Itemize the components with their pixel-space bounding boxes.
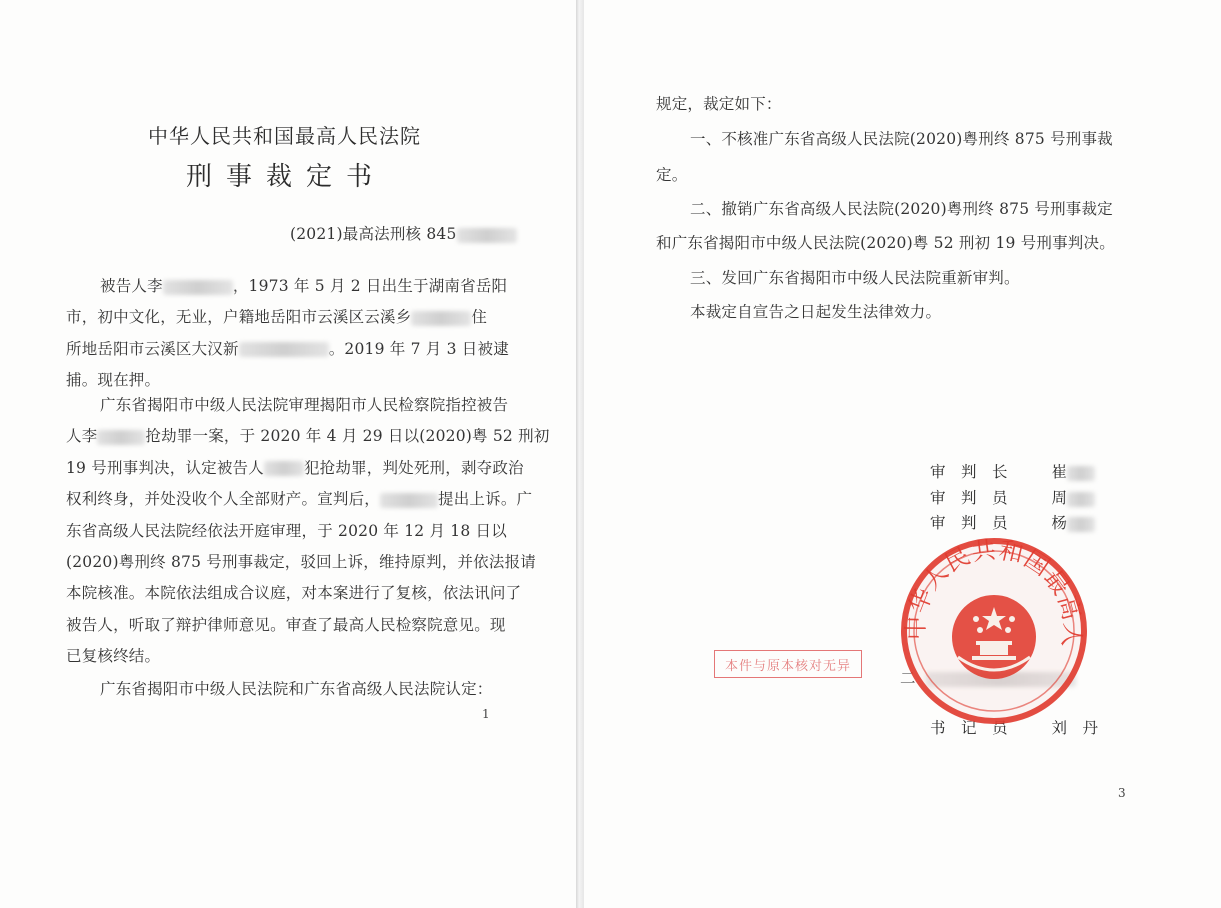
body-text: 。2019 年 7 月 3 日被逮 — [328, 339, 509, 358]
body-line — [100, 393, 508, 415]
clerk-name: 刘 丹 — [1051, 719, 1099, 737]
copy-verified-stamp: 本件与原本核对无异 — [714, 650, 862, 678]
body-line — [66, 644, 160, 666]
body-text: 权利终身，并处没收个人全部财产。宣判后， — [66, 490, 381, 509]
body-text: 市，初中文化，无业，户籍地岳阳市云溪区云溪乡 — [66, 308, 412, 327]
judge-name: 崔 — [1051, 463, 1068, 481]
body-text: 19 号刑事判决，认定被告人 — [66, 458, 264, 477]
judge-role: 审 判 长 — [930, 463, 1008, 481]
body-line — [66, 424, 550, 446]
page-number-left: 1 — [482, 707, 490, 721]
body-line — [66, 519, 507, 541]
body-line — [66, 613, 506, 635]
body-line — [66, 550, 536, 572]
body-text: 人李 — [66, 427, 98, 446]
case-number — [290, 222, 517, 244]
court-seal-graphic — [896, 533, 1092, 729]
judge-role: 审 判 员 — [930, 489, 1008, 507]
judge-name: 杨 — [1051, 514, 1068, 532]
court-name: 中华人民共和国最高人民法院 — [148, 124, 421, 148]
body-line — [100, 274, 507, 296]
clerk-role: 书 记 员 — [930, 719, 1008, 737]
body-text: 捕。现在押。 — [66, 371, 161, 390]
body-text: (2020)粤刑终 875 号刑事裁定，驳回上诉，维持原判，并依法报请 — [66, 553, 536, 571]
body-text: 住 — [471, 308, 488, 327]
left-page — [0, 0, 578, 908]
judge-name: 周 — [1051, 489, 1068, 507]
body-text: 提出上诉。广 — [438, 490, 533, 509]
ruling-line: 规定，裁定如下： — [656, 95, 782, 113]
ruling-line: 和广东省揭阳市中级人民法院(2020)粤 52 刑初 19 号刑事判决。 — [656, 234, 1115, 252]
redacted-block — [1067, 492, 1095, 507]
case-number-text: (2021)最高法刑核 845 — [290, 225, 457, 243]
redacted-block — [239, 342, 329, 357]
signature-row — [930, 511, 1095, 533]
signature-row — [930, 460, 1095, 482]
body-line — [66, 368, 160, 390]
court-seal — [896, 533, 1092, 729]
redacted-block — [411, 311, 471, 326]
redacted-block — [1067, 517, 1095, 532]
body-line — [66, 337, 509, 359]
body-text: 犯抢劫罪，判处死刑，剥夺政治 — [303, 458, 524, 477]
ruling-line: 定。 — [656, 166, 688, 184]
redacted-block — [1067, 466, 1095, 481]
date-prefix: 二 — [900, 669, 916, 687]
ruling-line: 二、撤销广东省高级人民法院(2020)粤刑终 875 号刑事裁定 — [690, 200, 1113, 218]
body-text: ，1973 年 5 月 2 日出生于湖南省岳阳 — [232, 277, 508, 295]
signature-row — [930, 486, 1095, 508]
judge-role: 审 判 员 — [930, 514, 1008, 532]
ruling-line: 一、不核准广东省高级人民法院(2020)粤刑终 875 号刑事裁 — [690, 130, 1113, 148]
body-text: 广东省揭阳市中级人民法院和广东省高级人民法院认定： — [100, 680, 493, 698]
body-line — [66, 456, 524, 478]
page-gutter — [576, 0, 584, 908]
right-page — [584, 0, 1221, 908]
body-text: 被告人李 — [100, 277, 163, 295]
redacted-block — [163, 280, 233, 295]
redacted-block — [97, 430, 145, 445]
body-text: 被告人，听取了辩护律师意见。审查了最高人民检察院意见。现 — [66, 615, 506, 634]
redacted-block — [264, 461, 304, 476]
body-line — [66, 487, 532, 509]
body-text: 本院核准。本院依法组成合议庭，对本案进行了复核，依法讯问了 — [66, 584, 522, 603]
body-line — [100, 677, 493, 699]
ruling-line: 本裁定自宣告之日起发生法律效力。 — [690, 303, 942, 321]
body-line — [66, 305, 487, 327]
page-number-right: 3 — [1118, 786, 1126, 800]
body-text: 已复核终结。 — [66, 647, 161, 666]
body-line — [66, 581, 521, 603]
body-text: 广东省揭阳市中级人民法院审理揭阳市人民检察院指控被告 — [100, 396, 509, 414]
document-type-title: 刑事裁定书 — [186, 162, 387, 192]
body-text: 东省高级人民法院经依法开庭审理，于 2020 年 12 月 18 日以 — [66, 521, 507, 540]
redacted-block — [380, 493, 438, 508]
body-text: 所地岳阳市云溪区大汉新 — [66, 339, 239, 358]
seal-text: 中华人民共和国最高人 — [901, 535, 1087, 650]
ruling-line: 三、发回广东省揭阳市中级人民法院重新审判。 — [690, 269, 1020, 287]
body-text: 抢劫罪一案，于 2020 年 4 月 29 日以(2020)粤 52 刑初 — [145, 427, 550, 446]
redacted-block — [457, 228, 517, 243]
